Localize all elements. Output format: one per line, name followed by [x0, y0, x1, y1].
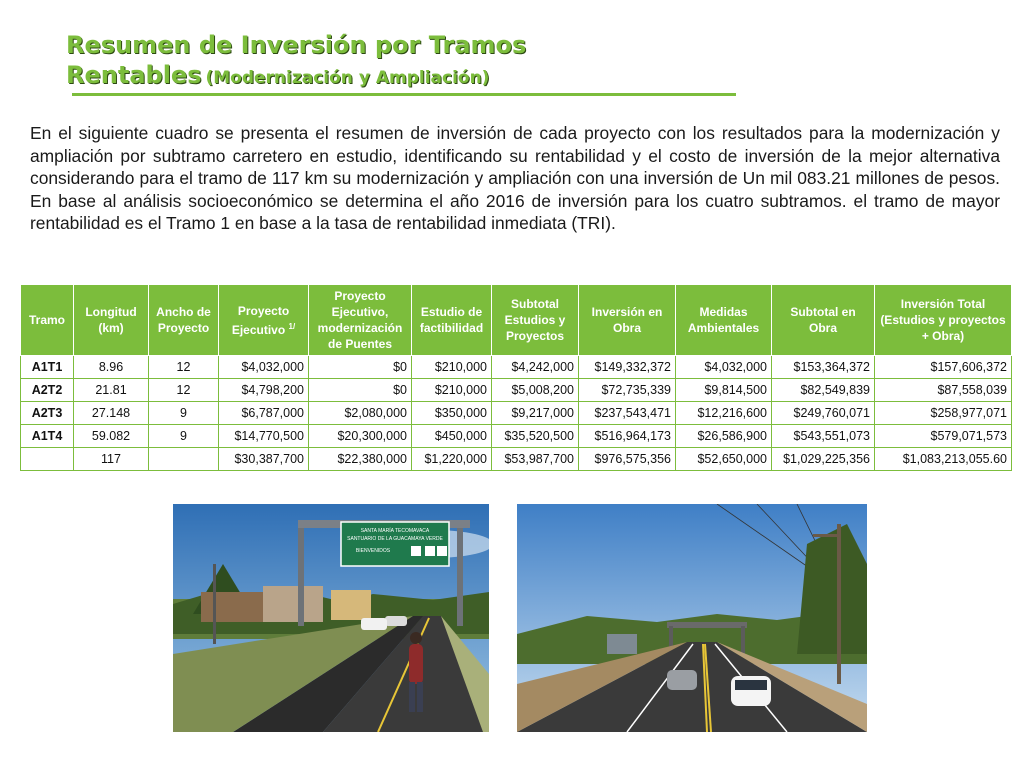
- cell-longitud-total: 117: [74, 448, 149, 471]
- cell-tramo: A1T4: [21, 425, 74, 448]
- cell-inversion-total: $258,977,071: [875, 402, 1012, 425]
- cell-proyecto-puentes: $0: [309, 379, 412, 402]
- table-row: [21, 379, 1012, 402]
- cell-inversion-total-total: $1,083,213,055.60: [875, 448, 1012, 471]
- cell-longitud: 21.81: [74, 379, 149, 402]
- header-inversion-obra: Inversión en Obra: [579, 285, 676, 356]
- sign-text-2: SANTUARIO DE LA GUACAMAYA VERDE: [347, 536, 443, 542]
- cell-ancho: [149, 448, 219, 471]
- road-render-photo-left: [173, 504, 489, 732]
- cell-medidas: $12,216,600: [676, 402, 772, 425]
- cell-medidas: $9,814,500: [676, 379, 772, 402]
- cell-estudio-total: $1,220,000: [412, 448, 492, 471]
- page-title-rentables: Rentables: [66, 61, 202, 89]
- header-ancho: Ancho de Proyecto: [149, 285, 219, 356]
- cell-longitud: 8.96: [74, 356, 149, 379]
- cell-subtotal-estudios: $5,008,200: [492, 379, 579, 402]
- cell-medidas: $26,586,900: [676, 425, 772, 448]
- page-title-line-2: [66, 60, 736, 93]
- header-inversion-total: Inversión Total (Estudios y proyectos + Obra): [875, 285, 1012, 356]
- cell-proyecto-puentes: $0: [309, 356, 412, 379]
- cell-ancho: 9: [149, 425, 219, 448]
- cell-inversion-total: $87,558,039: [875, 379, 1012, 402]
- cell-subtotal-estudios: $4,242,000: [492, 356, 579, 379]
- header-longitud: Longitud (km): [74, 285, 149, 356]
- cell-proyecto-puentes: $20,300,000: [309, 425, 412, 448]
- cell-longitud: 59.082: [74, 425, 149, 448]
- cell-proyecto-ejecutivo: $4,798,200: [219, 379, 309, 402]
- investment-table: [20, 284, 1012, 471]
- cell-ancho: 9: [149, 402, 219, 425]
- investment-table-wrapper: [20, 284, 1011, 471]
- table-total-row: [21, 448, 1012, 471]
- cell-proyecto-ejecutivo-total: $30,387,700: [219, 448, 309, 471]
- header-proyecto-ejecutivo-label: Proyecto Ejecutivo: [231, 303, 290, 337]
- cell-proyecto-ejecutivo: $6,787,000: [219, 402, 309, 425]
- header-medidas: Medidas Ambientales: [676, 285, 772, 356]
- cell-inversion-total: $157,606,372: [875, 356, 1012, 379]
- road-render-left-illustration: [173, 504, 489, 732]
- cell-inversion-obra: $72,735,339: [579, 379, 676, 402]
- cell-tramo: A2T3: [21, 402, 74, 425]
- cell-estudio: $350,000: [412, 402, 492, 425]
- cell-estudio: $210,000: [412, 379, 492, 402]
- table-header-row: [21, 285, 1012, 356]
- cell-estudio: $210,000: [412, 356, 492, 379]
- title-underline: [72, 93, 736, 96]
- title-block: [66, 30, 736, 93]
- header-subtotal-estudios: Subtotal Estudios y Proyectos: [492, 285, 579, 356]
- cell-longitud: 27.148: [74, 402, 149, 425]
- cell-inversion-obra: $149,332,372: [579, 356, 676, 379]
- cell-inversion-obra: $516,964,173: [579, 425, 676, 448]
- table-row: [21, 402, 1012, 425]
- cell-subtotal-estudios: $9,217,000: [492, 402, 579, 425]
- cell-subtotal-obra-total: $1,029,225,356: [772, 448, 875, 471]
- cell-subtotal-estudios: $35,520,500: [492, 425, 579, 448]
- sign-text-3: BIENVENIDOS: [355, 548, 391, 554]
- cell-subtotal-estudios-total: $53,987,700: [492, 448, 579, 471]
- cell-subtotal-obra: $249,760,071: [772, 402, 875, 425]
- header-proyecto-ejecutivo-footnote: 1/: [288, 321, 296, 331]
- cell-inversion-obra: $237,543,471: [579, 402, 676, 425]
- header-tramo: Tramo: [21, 285, 74, 356]
- cell-tramo: A1T1: [21, 356, 74, 379]
- cell-subtotal-obra: $82,549,839: [772, 379, 875, 402]
- header-estudio: Estudio de factibilidad: [412, 285, 492, 356]
- sign-text-1: SANTA MARÍA TECOMAVACA: [360, 528, 430, 534]
- cell-proyecto-ejecutivo: $4,032,000: [219, 356, 309, 379]
- table-row: [21, 425, 1012, 448]
- cell-ancho: 12: [149, 356, 219, 379]
- cell-medidas: $4,032,000: [676, 356, 772, 379]
- cell-ancho: 12: [149, 379, 219, 402]
- cell-inversion-total: $579,071,573: [875, 425, 1012, 448]
- header-proyecto-ejecutivo: [219, 285, 309, 356]
- cell-subtotal-obra: $153,364,372: [772, 356, 875, 379]
- cell-inversion-obra-total: $976,575,356: [579, 448, 676, 471]
- cell-proyecto-puentes-total: $22,380,000: [309, 448, 412, 471]
- intro-paragraph: En el siguiente cuadro se presenta el resumen de inversión de cada proyecto con los resultados para la modernización y ampliación por subtramo carretero en estudio, identificando su rentabilidad y el costo de inversión de la mejor alternativa considerando para el tramo de 117 km su modernización y ampliación con una inversión de Un mil 083.21 millones de pesos. En base al análisis socioeconómico se determina el año 2016 de inversión para los cuatro subtramos. el tramo de mayor rentabilidad es el Tramo 1 en base a la tasa de rentabilidad inmediata (TRI).: [30, 123, 1000, 234]
- header-subtotal-obra: Subtotal en Obra: [772, 285, 875, 356]
- cell-tramo: A2T2: [21, 379, 74, 402]
- table-row: [21, 356, 1012, 379]
- page-title-line-1: Resumen de Inversión por Tramos: [66, 31, 527, 59]
- cell-estudio: $450,000: [412, 425, 492, 448]
- cell-tramo: [21, 448, 74, 471]
- page-title-subtitle: (Modernización y Ampliación): [205, 68, 490, 88]
- cell-proyecto-puentes: $2,080,000: [309, 402, 412, 425]
- road-render-right-illustration: [517, 504, 867, 732]
- cell-subtotal-obra: $543,551,073: [772, 425, 875, 448]
- cell-medidas-total: $52,650,000: [676, 448, 772, 471]
- header-proyecto-puentes: Proyecto Ejecutivo, modernización de Puentes: [309, 285, 412, 356]
- road-render-photo-right: [517, 504, 867, 732]
- cell-proyecto-ejecutivo: $14,770,500: [219, 425, 309, 448]
